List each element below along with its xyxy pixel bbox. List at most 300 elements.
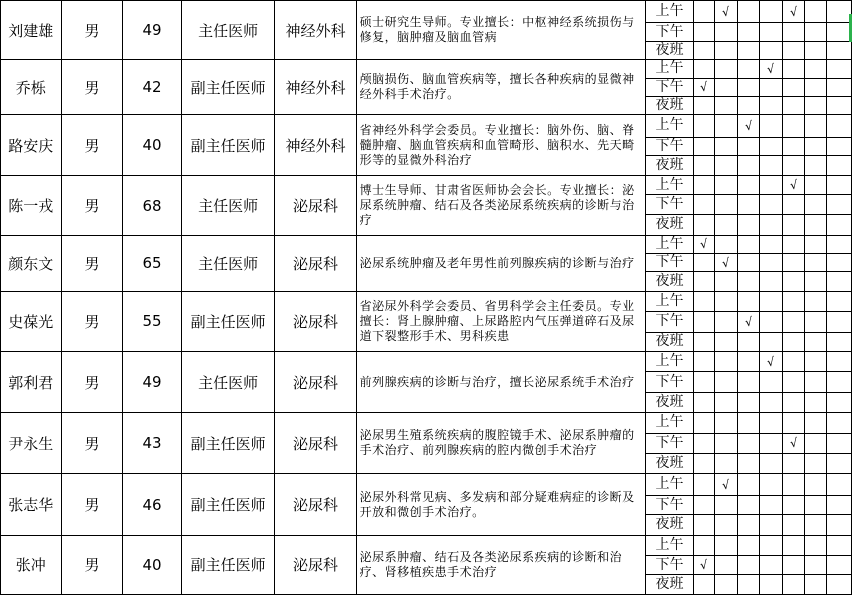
doctor-specialty: 颅脑损伤、脑血管疾病等，擅长各种疾病的显微神经外科手术治疗。: [356, 60, 646, 115]
schedule-cell[interactable]: [783, 372, 805, 392]
schedule-cell[interactable]: [715, 453, 738, 473]
schedule-cell[interactable]: [804, 60, 827, 78]
schedule-cell[interactable]: [783, 433, 805, 453]
schedule-cell[interactable]: [783, 535, 805, 555]
shift-label: 下午: [646, 312, 693, 332]
doctor-name: 陈一戎: [1, 176, 62, 235]
shift-label: 上午: [646, 115, 693, 137]
check-mark-icon: √: [788, 435, 799, 451]
doctor-name: 史葆光: [1, 291, 62, 351]
schedule-cell[interactable]: [804, 272, 827, 291]
shift-label: 下午: [646, 433, 693, 453]
schedule-cell[interactable]: [804, 235, 827, 253]
schedule-cell[interactable]: [737, 474, 760, 495]
schedule-cell[interactable]: [783, 453, 805, 473]
schedule-cell[interactable]: [693, 312, 715, 332]
schedule-cell[interactable]: [804, 392, 827, 412]
schedule-cell[interactable]: [783, 413, 805, 433]
schedule-cell[interactable]: [804, 351, 827, 371]
check-mark-icon: √: [743, 314, 754, 330]
doctor-gender: 男: [61, 176, 123, 235]
shift-label: 上午: [646, 1, 693, 23]
schedule-cell[interactable]: [737, 291, 760, 311]
schedule-cell[interactable]: [760, 115, 783, 137]
schedule-cell[interactable]: [760, 556, 783, 575]
schedule-cell[interactable]: [693, 215, 715, 235]
schedule-cell[interactable]: [693, 96, 715, 114]
schedule-cell[interactable]: [737, 453, 760, 473]
schedule-cell[interactable]: [715, 78, 738, 96]
schedule-cell[interactable]: [737, 194, 760, 214]
schedule-cell[interactable]: [760, 176, 783, 194]
schedule-cell[interactable]: [715, 96, 738, 114]
schedule-cell[interactable]: [827, 291, 852, 311]
schedule-cell[interactable]: [760, 453, 783, 473]
doctor-dept: 泌尿科: [275, 351, 356, 412]
shift-label: 上午: [646, 474, 693, 495]
doctor-title: 副主任医师: [181, 413, 275, 474]
schedule-cell[interactable]: [737, 272, 760, 291]
schedule-cell[interactable]: [804, 194, 827, 214]
shift-label: 夜班: [646, 272, 693, 291]
doctor-title: 副主任医师: [181, 535, 275, 594]
schedule-cell[interactable]: [693, 413, 715, 433]
schedule-cell[interactable]: [715, 137, 738, 155]
schedule-cell[interactable]: [760, 156, 783, 176]
doctor-specialty: 博士生导师、甘肃省医师协会会长。专业擅长：泌尿系统肿瘤、结石及各类泌尿系统疾病的诊断与治疗: [356, 176, 646, 235]
schedule-cell[interactable]: [715, 575, 738, 595]
doctor-age: 40: [123, 115, 182, 176]
schedule-cell[interactable]: [693, 332, 715, 351]
schedule-cell[interactable]: [760, 515, 783, 535]
schedule-cell[interactable]: [827, 176, 852, 194]
shift-label: 上午: [646, 235, 693, 253]
schedule-cell[interactable]: [760, 194, 783, 214]
schedule-cell[interactable]: [760, 254, 783, 272]
schedule-cell[interactable]: [783, 254, 805, 272]
schedule-cell[interactable]: [737, 433, 760, 453]
schedule-cell[interactable]: [737, 215, 760, 235]
schedule-cell[interactable]: [737, 235, 760, 253]
schedule-cell[interactable]: [783, 96, 805, 114]
schedule-cell[interactable]: [783, 474, 805, 495]
schedule-cell[interactable]: [804, 254, 827, 272]
schedule-cell[interactable]: [804, 137, 827, 155]
doctor-name: 乔栎: [1, 60, 62, 115]
schedule-cell[interactable]: [760, 372, 783, 392]
shift-label: 上午: [646, 60, 693, 78]
schedule-cell[interactable]: [804, 556, 827, 575]
schedule-cell[interactable]: [760, 291, 783, 311]
schedule-cell[interactable]: [760, 235, 783, 253]
schedule-cell[interactable]: [760, 60, 783, 78]
schedule-cell[interactable]: [827, 575, 852, 595]
schedule-cell[interactable]: [804, 433, 827, 453]
shift-label: 夜班: [646, 96, 693, 114]
schedule-cell[interactable]: [783, 194, 805, 214]
schedule-cell[interactable]: [737, 96, 760, 114]
schedule-cell[interactable]: [737, 137, 760, 155]
schedule-cell[interactable]: [827, 215, 852, 235]
doctor-title: 主任医师: [181, 176, 275, 235]
schedule-cell[interactable]: [827, 78, 852, 96]
doctor-name: 刘建雄: [1, 1, 62, 60]
schedule-cell[interactable]: [783, 137, 805, 155]
schedule-cell[interactable]: [760, 137, 783, 155]
schedule-cell[interactable]: [804, 535, 827, 555]
schedule-cell[interactable]: [827, 156, 852, 176]
schedule-cell[interactable]: [760, 215, 783, 235]
schedule-cell[interactable]: [715, 392, 738, 412]
schedule-cell[interactable]: [693, 535, 715, 555]
doctor-dept: 神经外科: [275, 1, 356, 60]
schedule-cell[interactable]: [804, 312, 827, 332]
check-mark-icon: √: [721, 4, 731, 20]
check-mark-icon: √: [788, 4, 799, 20]
doctor-row: [1, 535, 852, 555]
schedule-cell[interactable]: [783, 351, 805, 371]
schedule-cell[interactable]: [804, 78, 827, 96]
doctor-gender: 男: [61, 235, 123, 291]
schedule-cell[interactable]: [760, 433, 783, 453]
shift-label: 下午: [646, 194, 693, 214]
doctor-age: 49: [123, 1, 182, 60]
doctor-row: [1, 115, 852, 137]
schedule-cell[interactable]: [804, 515, 827, 535]
schedule-cell[interactable]: [827, 535, 852, 555]
schedule-cell[interactable]: [715, 535, 738, 555]
schedule-cell[interactable]: [715, 372, 738, 392]
schedule-cell[interactable]: [827, 137, 852, 155]
schedule-cell[interactable]: [827, 194, 852, 214]
schedule-cell[interactable]: [693, 194, 715, 214]
doctor-title: 副主任医师: [181, 474, 275, 535]
schedule-cell[interactable]: [783, 556, 805, 575]
doctor-name: 张冲: [1, 535, 62, 594]
schedule-cell[interactable]: [693, 78, 715, 96]
schedule-cell[interactable]: [715, 115, 738, 137]
doctor-gender: 男: [61, 413, 123, 474]
doctor-dept: 泌尿科: [275, 535, 356, 594]
doctor-name: 路安庆: [1, 115, 62, 176]
schedule-cell[interactable]: [715, 156, 738, 176]
schedule-cell[interactable]: [693, 495, 715, 514]
schedule-cell[interactable]: [804, 115, 827, 137]
doctor-specialty: 泌尿男生殖系统疾病的腹腔镜手术、泌尿系肿瘤的手术治疗、前列腺疾病的腔内微创手术治疗: [356, 413, 646, 474]
schedule-cell[interactable]: [693, 351, 715, 371]
schedule-cell[interactable]: [693, 137, 715, 155]
doctor-gender: 男: [61, 291, 123, 351]
schedule-cell[interactable]: [737, 254, 760, 272]
schedule-cell[interactable]: [827, 115, 852, 137]
shift-label: 夜班: [646, 515, 693, 535]
schedule-cell[interactable]: [783, 156, 805, 176]
doctor-name: 张志华: [1, 474, 62, 535]
schedule-cell[interactable]: [760, 351, 783, 371]
schedule-cell[interactable]: [715, 332, 738, 351]
schedule-cell[interactable]: [760, 575, 783, 595]
doctor-title: 主任医师: [181, 351, 275, 412]
schedule-cell[interactable]: [827, 332, 852, 351]
check-mark-icon: √: [699, 557, 709, 573]
schedule-cell[interactable]: [760, 41, 783, 59]
doctor-name: 尹永生: [1, 413, 62, 474]
schedule-cell[interactable]: [715, 215, 738, 235]
schedule-cell[interactable]: [737, 372, 760, 392]
schedule-cell[interactable]: [760, 332, 783, 351]
schedule-cell[interactable]: [804, 413, 827, 433]
doctor-age: 55: [123, 291, 182, 351]
schedule-cell[interactable]: [783, 215, 805, 235]
schedule-cell[interactable]: [693, 254, 715, 272]
schedule-cell[interactable]: [693, 41, 715, 59]
schedule-cell[interactable]: [827, 474, 852, 495]
schedule-cell[interactable]: [827, 254, 852, 272]
shift-label: 上午: [646, 176, 693, 194]
schedule-cell[interactable]: [804, 575, 827, 595]
doctor-gender: 男: [61, 115, 123, 176]
schedule-cell[interactable]: [783, 115, 805, 137]
schedule-cell[interactable]: [760, 413, 783, 433]
doctor-row: [1, 291, 852, 311]
schedule-cell[interactable]: [715, 312, 738, 332]
schedule-cell[interactable]: [715, 495, 738, 514]
schedule-cell[interactable]: [737, 535, 760, 555]
schedule-cell[interactable]: [760, 78, 783, 96]
doctor-row: [1, 60, 852, 78]
schedule-cell[interactable]: [760, 272, 783, 291]
schedule-cell[interactable]: [693, 515, 715, 535]
schedule-cell[interactable]: [693, 23, 715, 41]
schedule-cell[interactable]: [760, 535, 783, 555]
check-mark-icon: √: [766, 354, 777, 370]
schedule-cell[interactable]: [715, 413, 738, 433]
schedule-cell[interactable]: [783, 495, 805, 514]
doctor-specialty: 泌尿系统肿瘤及老年男性前列腺疾病的诊断与治疗: [356, 235, 646, 291]
schedule-cell[interactable]: [827, 515, 852, 535]
schedule-cell[interactable]: [715, 194, 738, 214]
schedule-cell[interactable]: [715, 272, 738, 291]
schedule-cell[interactable]: [693, 1, 715, 23]
schedule-cell[interactable]: [783, 575, 805, 595]
schedule-cell[interactable]: [827, 351, 852, 371]
schedule-cell[interactable]: [783, 176, 805, 194]
schedule-cell[interactable]: [737, 515, 760, 535]
doctor-name: 郭利君: [1, 351, 62, 412]
schedule-cell[interactable]: [737, 78, 760, 96]
doctor-gender: 男: [61, 351, 123, 412]
doctor-age: 46: [123, 474, 182, 535]
schedule-cell[interactable]: [827, 1, 852, 23]
schedule-cell[interactable]: [827, 556, 852, 575]
schedule-cell[interactable]: [783, 235, 805, 253]
schedule-cell[interactable]: [760, 1, 783, 23]
schedule-cell[interactable]: [737, 556, 760, 575]
schedule-cell[interactable]: [737, 495, 760, 514]
schedule-cell[interactable]: [693, 433, 715, 453]
schedule-cell[interactable]: [827, 23, 852, 41]
schedule-cell[interactable]: [715, 474, 738, 495]
schedule-cell[interactable]: [804, 156, 827, 176]
schedule-cell[interactable]: [737, 176, 760, 194]
schedule-cell[interactable]: [804, 495, 827, 514]
schedule-cell[interactable]: [737, 312, 760, 332]
doctor-row: [1, 176, 852, 194]
schedule-cell[interactable]: [760, 312, 783, 332]
schedule-cell[interactable]: [737, 115, 760, 137]
doctor-row: [1, 413, 852, 433]
schedule-cell[interactable]: [783, 1, 805, 23]
schedule-cell[interactable]: [693, 392, 715, 412]
schedule-cell[interactable]: [827, 235, 852, 253]
schedule-cell[interactable]: [693, 372, 715, 392]
schedule-cell[interactable]: [827, 495, 852, 514]
schedule-cell[interactable]: [693, 115, 715, 137]
shift-label: 上午: [646, 351, 693, 371]
shift-label: 夜班: [646, 156, 693, 176]
doctor-dept: 神经外科: [275, 115, 356, 176]
schedule-cell[interactable]: [715, 291, 738, 311]
schedule-cell[interactable]: [760, 392, 783, 412]
schedule-cell[interactable]: [804, 176, 827, 194]
doctor-row: [1, 351, 852, 371]
schedule-cell[interactable]: [827, 60, 852, 78]
schedule-cell[interactable]: [804, 1, 827, 23]
shift-label: 上午: [646, 535, 693, 555]
schedule-cell[interactable]: [715, 515, 738, 535]
check-mark-icon: √: [699, 236, 709, 252]
schedule-cell[interactable]: [715, 235, 738, 253]
schedule-cell[interactable]: [804, 372, 827, 392]
schedule-cell[interactable]: [715, 60, 738, 78]
shift-label: 夜班: [646, 215, 693, 235]
schedule-cell[interactable]: [827, 392, 852, 412]
schedule-cell[interactable]: [737, 392, 760, 412]
shift-label: 夜班: [646, 41, 693, 59]
schedule-cell[interactable]: [737, 351, 760, 371]
schedule-cell[interactable]: [737, 23, 760, 41]
schedule-cell[interactable]: [804, 453, 827, 473]
schedule-cell[interactable]: [715, 556, 738, 575]
schedule-cell[interactable]: [715, 351, 738, 371]
doctor-dept: 泌尿科: [275, 413, 356, 474]
schedule-cell[interactable]: [693, 575, 715, 595]
schedule-cell[interactable]: [827, 312, 852, 332]
shift-label: 下午: [646, 495, 693, 514]
schedule-cell[interactable]: [827, 413, 852, 433]
schedule-cell[interactable]: [783, 272, 805, 291]
schedule-cell[interactable]: [783, 515, 805, 535]
check-mark-icon: √: [766, 61, 777, 77]
schedule-cell[interactable]: [693, 291, 715, 311]
doctor-specialty: 省泌尿外科学会委员、省男科学会主任委员。专业擅长：肾上腺肿瘤、上尿路腔内气压弹道碎石及尿道下裂整形手术、男科疾患: [356, 291, 646, 351]
shift-label: 下午: [646, 78, 693, 96]
schedule-cell[interactable]: [783, 392, 805, 412]
schedule-cell[interactable]: [737, 575, 760, 595]
schedule-cell[interactable]: [715, 23, 738, 41]
shift-label: 下午: [646, 556, 693, 575]
schedule-cell[interactable]: [737, 1, 760, 23]
schedule-cell[interactable]: [804, 474, 827, 495]
doctor-dept: 泌尿科: [275, 291, 356, 351]
schedule-cell[interactable]: [804, 41, 827, 59]
schedule-cell[interactable]: [783, 291, 805, 311]
shift-label: 夜班: [646, 575, 693, 595]
schedule-cell[interactable]: [693, 474, 715, 495]
check-mark-icon: √: [699, 79, 709, 95]
doctor-age: 68: [123, 176, 182, 235]
shift-label: 上午: [646, 413, 693, 433]
schedule-cell[interactable]: [693, 176, 715, 194]
doctor-gender: 男: [61, 474, 123, 535]
schedule-cell[interactable]: [804, 23, 827, 41]
schedule-cell[interactable]: [783, 23, 805, 41]
doctor-gender: 男: [61, 60, 123, 115]
schedule-cell[interactable]: [693, 156, 715, 176]
schedule-cell[interactable]: [783, 332, 805, 351]
schedule-cell[interactable]: [693, 60, 715, 78]
schedule-cell[interactable]: [737, 156, 760, 176]
schedule-cell[interactable]: [804, 291, 827, 311]
schedule-cell[interactable]: [715, 41, 738, 59]
schedule-cell[interactable]: [715, 433, 738, 453]
shift-label: 夜班: [646, 392, 693, 412]
schedule-cell[interactable]: [715, 1, 738, 23]
schedule-cell[interactable]: [737, 60, 760, 78]
check-mark-icon: √: [721, 477, 731, 493]
schedule-cell[interactable]: [760, 474, 783, 495]
schedule-cell[interactable]: [827, 272, 852, 291]
schedule-cell[interactable]: [827, 453, 852, 473]
schedule-cell[interactable]: [693, 556, 715, 575]
schedule-cell[interactable]: [693, 235, 715, 253]
schedule-cell[interactable]: [827, 96, 852, 114]
schedule-cell[interactable]: [783, 41, 805, 59]
doctor-specialty: 省神经外科学会委员。专业擅长：脑外伤、脑、脊髓肿瘤、脑血管疾病和血管畸形、脑积水、先天畸形等的显微外科治疗: [356, 115, 646, 176]
doctor-specialty: 硕士研究生导师。专业擅长：中枢神经系统损伤与修复，脑肿瘤及脑血管病: [356, 1, 646, 60]
schedule-cell[interactable]: [804, 215, 827, 235]
schedule-cell[interactable]: [783, 60, 805, 78]
check-mark-icon: √: [743, 118, 754, 134]
schedule-cell[interactable]: [760, 495, 783, 514]
shift-label: 上午: [646, 291, 693, 311]
schedule-cell[interactable]: [715, 254, 738, 272]
shift-label: 下午: [646, 254, 693, 272]
schedule-cell[interactable]: [693, 453, 715, 473]
schedule-cell[interactable]: [804, 96, 827, 114]
doctor-title: 副主任医师: [181, 115, 275, 176]
schedule-cell[interactable]: [783, 312, 805, 332]
schedule-cell[interactable]: [760, 23, 783, 41]
schedule-cell[interactable]: [804, 332, 827, 351]
schedule-cell[interactable]: [827, 372, 852, 392]
schedule-cell[interactable]: [827, 41, 852, 59]
schedule-cell[interactable]: [783, 78, 805, 96]
schedule-cell[interactable]: [760, 96, 783, 114]
schedule-cell[interactable]: [737, 413, 760, 433]
schedule-cell[interactable]: [737, 332, 760, 351]
schedule-cell[interactable]: [693, 272, 715, 291]
schedule-cell[interactable]: [737, 41, 760, 59]
schedule-cell[interactable]: [827, 433, 852, 453]
doctor-specialty: 前列腺疾病的诊断与治疗，擅长泌尿系统手术治疗: [356, 351, 646, 412]
doctor-dept: 泌尿科: [275, 474, 356, 535]
doctor-dept: 泌尿科: [275, 176, 356, 235]
schedule-cell[interactable]: [715, 176, 738, 194]
check-mark-icon: √: [721, 255, 731, 271]
doctor-row: [1, 474, 852, 495]
doctor-specialty: 泌尿系肿瘤、结石及各类泌尿系疾病的诊断和治疗、肾移植疾患手术治疗: [356, 535, 646, 594]
